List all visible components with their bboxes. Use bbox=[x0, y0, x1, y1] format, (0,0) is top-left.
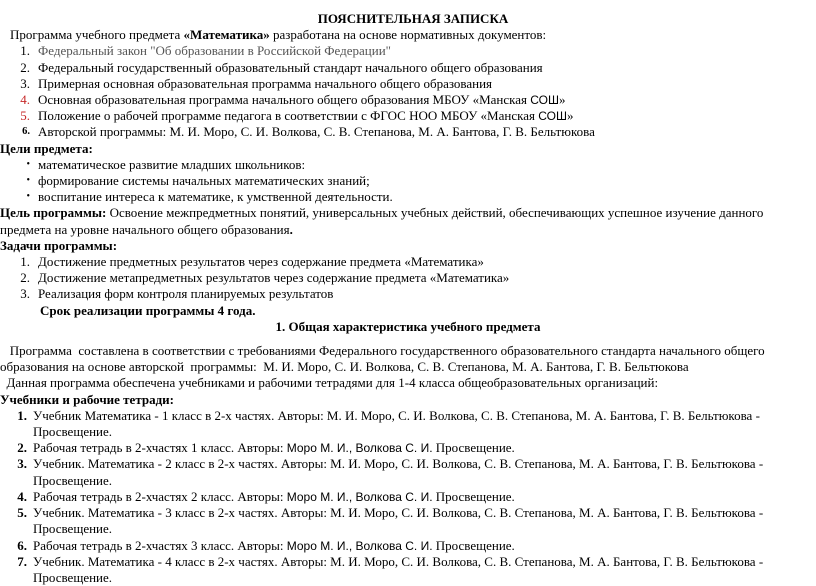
tasks-heading: Задачи программы: bbox=[0, 237, 118, 253]
list-item bbox=[0, 173, 816, 189]
list-text: Рабочая тетрадь в 2-хчастях 1 класс. Авторы: Моро М. И., Волкова С. И. Просвещение. bbox=[33, 440, 515, 456]
list-item bbox=[0, 60, 816, 76]
list-item bbox=[0, 108, 816, 124]
list-item bbox=[0, 157, 816, 173]
list-text: Рабочая тетрадь в 2-хчастях 3 класс. Авторы: Моро М. И., Волкова С. И. Просвещение. bbox=[33, 537, 515, 553]
list-text: Федеральный государственный образовательный стандарт начального общего образования bbox=[38, 59, 543, 75]
list-item bbox=[0, 489, 816, 505]
program-goal-text: Освоение межпредметных понятий, универсальных учебных действий, обеспечивающих успешное изучение данного предмета на уровне начального общего образования bbox=[0, 205, 764, 237]
list-number: 1. bbox=[17, 407, 27, 423]
list-text: формирование системы начальных математических знаний; bbox=[38, 173, 370, 189]
intro-subject: «Математика» bbox=[183, 27, 270, 43]
list-text: Учебник. Математика - 4 класс в 2-х частях. Авторы: М. И. Моро, С. И. Волкова, С. В. Степанова, М. А. Бантова, Г. В. Бельтюкова - Просвещение. bbox=[33, 553, 764, 585]
program-goal: Цель программы: Освоение межпредметных понятий, универсальных учебных действий, обеспечивающих успешное изучение данного предмета на уровне начального общего образования. bbox=[0, 205, 764, 237]
intro-post: разработана на основе нормативных документов: bbox=[269, 27, 547, 43]
list-item bbox=[0, 43, 816, 59]
list-number: 7. bbox=[17, 553, 27, 569]
list-text: Достижение метапредметных результатов через содержание предмета «Математика» bbox=[38, 270, 510, 286]
list-item bbox=[0, 189, 816, 205]
goals-heading: Цели предмета: bbox=[0, 140, 93, 156]
list-item bbox=[0, 538, 816, 554]
list-number: 5. bbox=[17, 505, 27, 521]
list-text: Учебник. Математика - 2 класс в 2-х частях. Авторы: М. И. Моро, С. И. Волкова, С. В. Степанова, М. А. Бантова, Г. В. Бельтюкова - Просвещение. bbox=[33, 456, 764, 488]
list-item bbox=[0, 124, 816, 140]
list-number: 6. bbox=[17, 537, 27, 553]
list-item bbox=[0, 76, 816, 92]
list-item bbox=[0, 408, 816, 440]
list-text: Учебник Математика - 1 класс в 2-х частях. Авторы: М. И. Моро, С. И. Волкова, С. В. Степанова, М. А. Бантова, Г. В. Бельтюкова - Просвещение. bbox=[33, 407, 760, 440]
list-item bbox=[0, 92, 816, 108]
list-text: математическое развитие младших школьников: bbox=[38, 156, 306, 172]
intro-paragraph bbox=[0, 27, 816, 43]
paragraph-standard: Программа составлена в соответствии с требованиями Федерального государственного образовательного стандарта начального общего образования на основе авторской программы: М. И. Моро, С. И. Волкова, С. В. Степанова, М. А. Бантова, Г. В. Бельтюкова bbox=[0, 343, 768, 375]
list-text: Реализация форм контроля планируемых результатов bbox=[38, 286, 334, 302]
list-item bbox=[0, 270, 816, 286]
intro-pre: Программа учебного предмета bbox=[10, 27, 184, 43]
document-title: ПОЯСНИТЕЛЬНАЯ ЗАПИСКА bbox=[317, 11, 509, 26]
books-heading: Учебники и рабочие тетради: bbox=[0, 391, 174, 407]
term-line: Срок реализации программы 4 года. bbox=[40, 302, 256, 318]
list-text: Рабочая тетрадь в 2-хчастях 2 класс. Авторы: Моро М. И., Волкова С. И. Просвещение. bbox=[33, 488, 515, 504]
list-number: 3. bbox=[17, 456, 27, 472]
program-goal-label: Цель программы: bbox=[0, 205, 107, 221]
list-number: 5. bbox=[20, 108, 30, 124]
list-text: Основная образовательная программа начального общего образования МБОУ «Манская СОШ» bbox=[38, 92, 566, 108]
list-item bbox=[0, 254, 816, 270]
bullet-icon: • bbox=[26, 191, 30, 203]
list-item bbox=[0, 456, 816, 488]
section-heading: 1. Общая характеристика учебного предмета bbox=[275, 318, 541, 334]
list-number: 4. bbox=[17, 488, 27, 504]
list-number: 1. bbox=[20, 43, 30, 59]
list-number: 4. bbox=[20, 92, 30, 108]
bullet-icon: • bbox=[26, 175, 30, 187]
list-text: Учебник. Математика - 3 класс в 2-х частях. Авторы: М. И. Моро, С. И. Волкова, С. В. Степанова, М. А. Бантова, Г. В. Бельтюкова - Просвещение. bbox=[33, 505, 764, 537]
list-item bbox=[0, 286, 816, 302]
list-number: 3. bbox=[20, 75, 30, 91]
list-number: 2. bbox=[20, 270, 30, 286]
list-number: 2. bbox=[17, 440, 27, 456]
list-item bbox=[0, 440, 816, 456]
list-item bbox=[0, 505, 816, 537]
list-number: 6. bbox=[22, 126, 30, 138]
list-text: Авторской программы: М. И. Моро, С. И. Волкова, С. В. Степанова, М. А. Бантова, Г. В. Бельтюкова bbox=[38, 124, 595, 140]
list-text: Достижение предметных результатов через содержание предмета «Математика» bbox=[38, 254, 484, 270]
books-list bbox=[0, 408, 816, 586]
list-number: 2. bbox=[20, 59, 30, 75]
list-text: Положение о рабочей программе педагога в соответствии с ФГОС НОО МБОУ «Манская СОШ» bbox=[38, 108, 574, 124]
list-text: Примерная основная образовательная программа начального общего образования bbox=[38, 75, 493, 91]
bullet-icon: • bbox=[26, 158, 30, 170]
documents-list bbox=[0, 43, 816, 140]
paragraph-provision: Данная программа обеспечена учебниками и рабочими тетрадями для 1-4 класса общеобразовательных организаций: bbox=[0, 375, 659, 391]
list-number: 1. bbox=[20, 254, 30, 270]
list-text: Федеральный закон "Об образовании в Российской Федерации" bbox=[38, 43, 391, 59]
list-text: воспитание интереса к математике, к умственной деятельности. bbox=[38, 189, 393, 205]
tasks-list bbox=[0, 254, 816, 303]
goals-list bbox=[0, 157, 816, 206]
list-number: 3. bbox=[20, 286, 30, 302]
